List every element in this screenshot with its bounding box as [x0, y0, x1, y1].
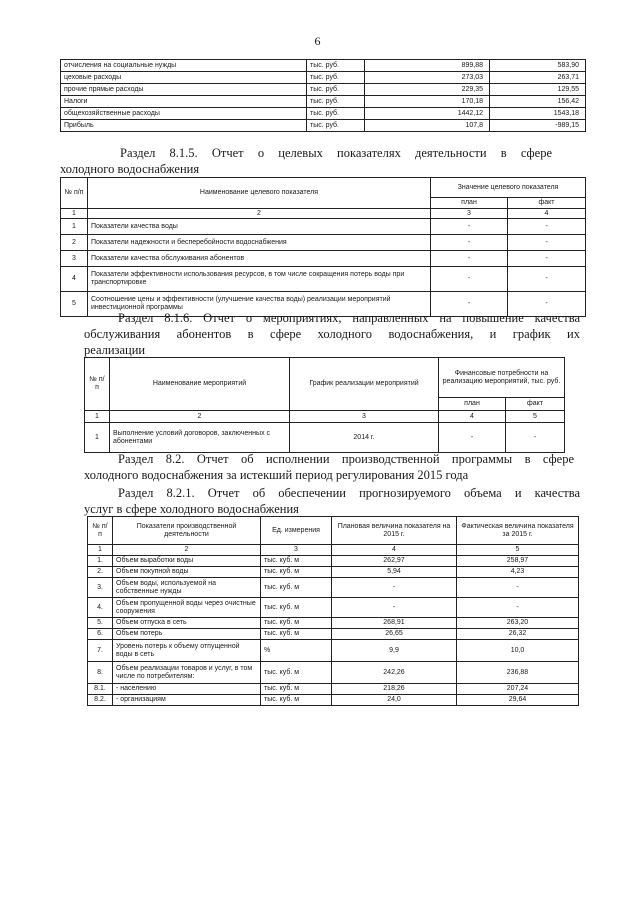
indicator-name: Уровень потерь к объему отпущенной воды в сеть	[113, 640, 261, 662]
index-cell: 5	[457, 545, 579, 556]
indicator-plan: 242,26	[332, 662, 457, 684]
index-cell: 4	[508, 209, 586, 219]
table-row	[88, 618, 579, 629]
indicator-fact: 263,20	[457, 618, 579, 629]
measure-plan: -	[439, 423, 506, 453]
header-indicator-name: Наименование целевого показателя	[88, 178, 431, 209]
indicator-name: Объем пропущенной воды через очистные сооружения	[113, 598, 261, 618]
indicator-plan: -	[332, 598, 457, 618]
header-num: № п/п	[85, 358, 110, 411]
expense-name: отчисления на социальные нужды	[61, 60, 307, 72]
header-fact: факт	[506, 398, 565, 411]
table-row	[61, 96, 586, 108]
expense-fact: 129,55	[490, 84, 586, 96]
table-row	[61, 251, 586, 267]
expense-name: Налоги	[61, 96, 307, 108]
row-num: 7.	[88, 640, 113, 662]
row-num: 8.	[88, 662, 113, 684]
indicator-name: Показатели качества обслуживания абонентов	[88, 251, 431, 267]
expense-unit: тыс. руб.	[307, 96, 365, 108]
expense-plan: 170,18	[365, 96, 490, 108]
expense-unit: тыс. руб.	[307, 84, 365, 96]
table-row	[61, 72, 586, 84]
indicator-fact: 236,88	[457, 662, 579, 684]
indicator-fact: 26,32	[457, 629, 579, 640]
table-row	[88, 662, 579, 684]
expense-plan: 107,8	[365, 120, 490, 132]
indicator-plan: 26,65	[332, 629, 457, 640]
table-row	[61, 120, 586, 132]
index-cell: 1	[88, 545, 113, 556]
indicator-name: Показатели надежности и бесперебойности водоснабжения	[88, 235, 431, 251]
expense-unit: тыс. руб.	[307, 72, 365, 84]
expense-plan: 273,03	[365, 72, 490, 84]
index-cell: 1	[61, 209, 88, 219]
expense-fact: 1543,18	[490, 108, 586, 120]
indicator-name: Показатели эффективности использования ресурсов, в том числе сокращения потерь воды при транспортировке	[88, 267, 431, 292]
measure-schedule: 2014 г.	[290, 423, 439, 453]
indicator-plan: 24,0	[332, 695, 457, 706]
expense-plan: 899,88	[365, 60, 490, 72]
expense-plan: 1442,12	[365, 108, 490, 120]
indicator-unit: тыс. куб. м	[261, 556, 332, 567]
row-num: 2	[61, 235, 88, 251]
expense-fact: 583,90	[490, 60, 586, 72]
indicator-plan: -	[332, 578, 457, 598]
index-cell: 4	[332, 545, 457, 556]
indicator-name: Соотношение цены и эффективности (улучшение качества воды) реализации мероприятий инвестиционной программы	[88, 292, 431, 317]
target-indicators-table	[60, 177, 586, 317]
row-num: 1	[61, 219, 88, 235]
row-num: 8.2.	[88, 695, 113, 706]
expense-fact: 156,42	[490, 96, 586, 108]
section-82-title: Раздел 8.2. Отчет об исполнении производственной программы в сфере	[118, 452, 574, 466]
indicator-fact: -	[508, 251, 586, 267]
indicator-name: Объем реализации товаров и услуг, в том числе по потребителям:	[113, 662, 261, 684]
row-num: 3	[61, 251, 88, 267]
page-number: 6	[314, 34, 321, 48]
expense-unit: тыс. руб.	[307, 60, 365, 72]
indicator-fact: -	[457, 578, 579, 598]
header-plan: план	[431, 198, 508, 209]
indicator-name: Объем выработки воды	[113, 556, 261, 567]
header-fact: факт	[508, 198, 586, 209]
index-cell: 3	[261, 545, 332, 556]
indicator-plan: -	[431, 235, 508, 251]
header-plan: план	[439, 398, 506, 411]
indicator-plan: 218,26	[332, 684, 457, 695]
indicator-plan: -	[431, 219, 508, 235]
indicator-fact: -	[508, 235, 586, 251]
section-815-title-cont: холодного водоснабжения	[60, 162, 200, 176]
indicator-fact: 4,23	[457, 567, 579, 578]
measure-fact: -	[506, 423, 565, 453]
table-row	[88, 567, 579, 578]
indicator-name: Объем отпуска в сеть	[113, 618, 261, 629]
indicator-name: Объем потерь	[113, 629, 261, 640]
indicator-fact: 258,97	[457, 556, 579, 567]
table-row	[88, 578, 579, 598]
table-row	[61, 267, 586, 292]
indicator-plan: 268,91	[332, 618, 457, 629]
indicator-unit: тыс. куб. м	[261, 618, 332, 629]
indicator-fact: 29,64	[457, 695, 579, 706]
indicator-plan: -	[431, 267, 508, 292]
indicator-unit: тыс. куб. м	[261, 578, 332, 598]
index-cell: 2	[113, 545, 261, 556]
indicator-plan: 262,97	[332, 556, 457, 567]
row-num: 1.	[88, 556, 113, 567]
row-num: 6.	[88, 629, 113, 640]
row-num: 3.	[88, 578, 113, 598]
section-82-title-cont: холодного водоснабжения за истекший период регулирования 2015 года	[84, 468, 469, 482]
production-indicators-table	[87, 516, 579, 706]
indicator-name: Объем воды, используемой на собственные нужды	[113, 578, 261, 598]
index-cell: 2	[110, 411, 290, 423]
section-821-title-cont: услуг в сфере холодного водоснабжения	[84, 502, 299, 516]
table-row	[88, 556, 579, 567]
table-row	[88, 640, 579, 662]
header-indicator-value: Значение целевого показателя	[431, 178, 586, 198]
indicator-plan: -	[431, 292, 508, 317]
table-row	[88, 629, 579, 640]
indicator-unit: тыс. куб. м	[261, 629, 332, 640]
measure-name: Выполнение условий договоров, заключенных с абонентами	[110, 423, 290, 453]
row-num: 8.1.	[88, 684, 113, 695]
row-num: 2.	[88, 567, 113, 578]
indicator-plan: -	[431, 251, 508, 267]
section-816-title-line3: реализации	[84, 343, 146, 357]
header-fact: Фактическая величина показателя за 2015 г.	[457, 517, 579, 545]
table-row	[88, 598, 579, 618]
indicator-plan: 5,94	[332, 567, 457, 578]
row-num: 5	[61, 292, 88, 317]
indicator-unit: тыс. куб. м	[261, 598, 332, 618]
indicator-name: Объем покупной воды	[113, 567, 261, 578]
indicator-unit: тыс. куб. м	[261, 662, 332, 684]
row-num: 4.	[88, 598, 113, 618]
indicator-fact: -	[508, 219, 586, 235]
row-num: 4	[61, 267, 88, 292]
indicator-name: - населению	[113, 684, 261, 695]
index-cell: 1	[85, 411, 110, 423]
expense-plan: 229,35	[365, 84, 490, 96]
table-row	[61, 84, 586, 96]
table-row	[61, 235, 586, 251]
indicator-unit: тыс. куб. м	[261, 684, 332, 695]
section-816-title-line2: обслуживания абонентов в сфере холодного водоснабжения, и график их	[84, 327, 580, 341]
expense-unit: тыс. руб.	[307, 108, 365, 120]
row-num: 1	[85, 423, 110, 453]
header-unit: Ед. измерения	[261, 517, 332, 545]
indicator-name: Показатели качества воды	[88, 219, 431, 235]
measures-table	[84, 357, 565, 453]
index-cell: 3	[431, 209, 508, 219]
indicator-fact: -	[457, 598, 579, 618]
section-816-title: Раздел 8.1.6. Отчет о мероприятиях, направленных на повышение качества	[118, 311, 580, 325]
index-cell: 2	[88, 209, 431, 219]
row-num: 5.	[88, 618, 113, 629]
table-row	[88, 684, 579, 695]
indicator-fact: -	[508, 292, 586, 317]
expenses-table	[60, 59, 586, 132]
expense-fact: -989,15	[490, 120, 586, 132]
expense-name: общехозяйственные расходы	[61, 108, 307, 120]
expense-name: цеховые расходы	[61, 72, 307, 84]
index-cell: 3	[290, 411, 439, 423]
section-815-title: Раздел 8.1.5. Отчет о целевых показателях деятельности в сфере	[120, 146, 552, 160]
indicator-name: - организациям	[113, 695, 261, 706]
table-row	[88, 695, 579, 706]
expense-name: Прибыль	[61, 120, 307, 132]
index-cell: 4	[439, 411, 506, 423]
indicator-unit: %	[261, 640, 332, 662]
header-measure-name: Наименование мероприятий	[110, 358, 290, 411]
section-821-title: Раздел 8.2.1. Отчет об обеспечении прогнозируемого объема и качества	[118, 486, 580, 500]
header-plan: Плановая величина показателя на 2015 г.	[332, 517, 457, 545]
index-cell: 5	[506, 411, 565, 423]
table-row	[61, 108, 586, 120]
indicator-plan: 9,9	[332, 640, 457, 662]
header-indicator-name: Показатели производственной деятельности	[113, 517, 261, 545]
indicator-fact: 207,24	[457, 684, 579, 695]
indicator-unit: тыс. куб. м	[261, 567, 332, 578]
header-num: № п/п	[61, 178, 88, 209]
indicator-fact: -	[508, 267, 586, 292]
indicator-fact: 10,0	[457, 640, 579, 662]
expense-name: прочие прямые расходы	[61, 84, 307, 96]
expense-fact: 263,71	[490, 72, 586, 84]
header-num: № п/п	[88, 517, 113, 545]
header-schedule: График реализации мероприятий	[290, 358, 439, 411]
table-row	[61, 60, 586, 72]
table-row	[61, 219, 586, 235]
table-row	[85, 423, 565, 453]
header-financial-needs: Финансовые потребности на реализацию мероприятий, тыс. руб.	[439, 358, 565, 398]
expense-unit: тыс. руб.	[307, 120, 365, 132]
indicator-unit: тыс. куб. м	[261, 695, 332, 706]
